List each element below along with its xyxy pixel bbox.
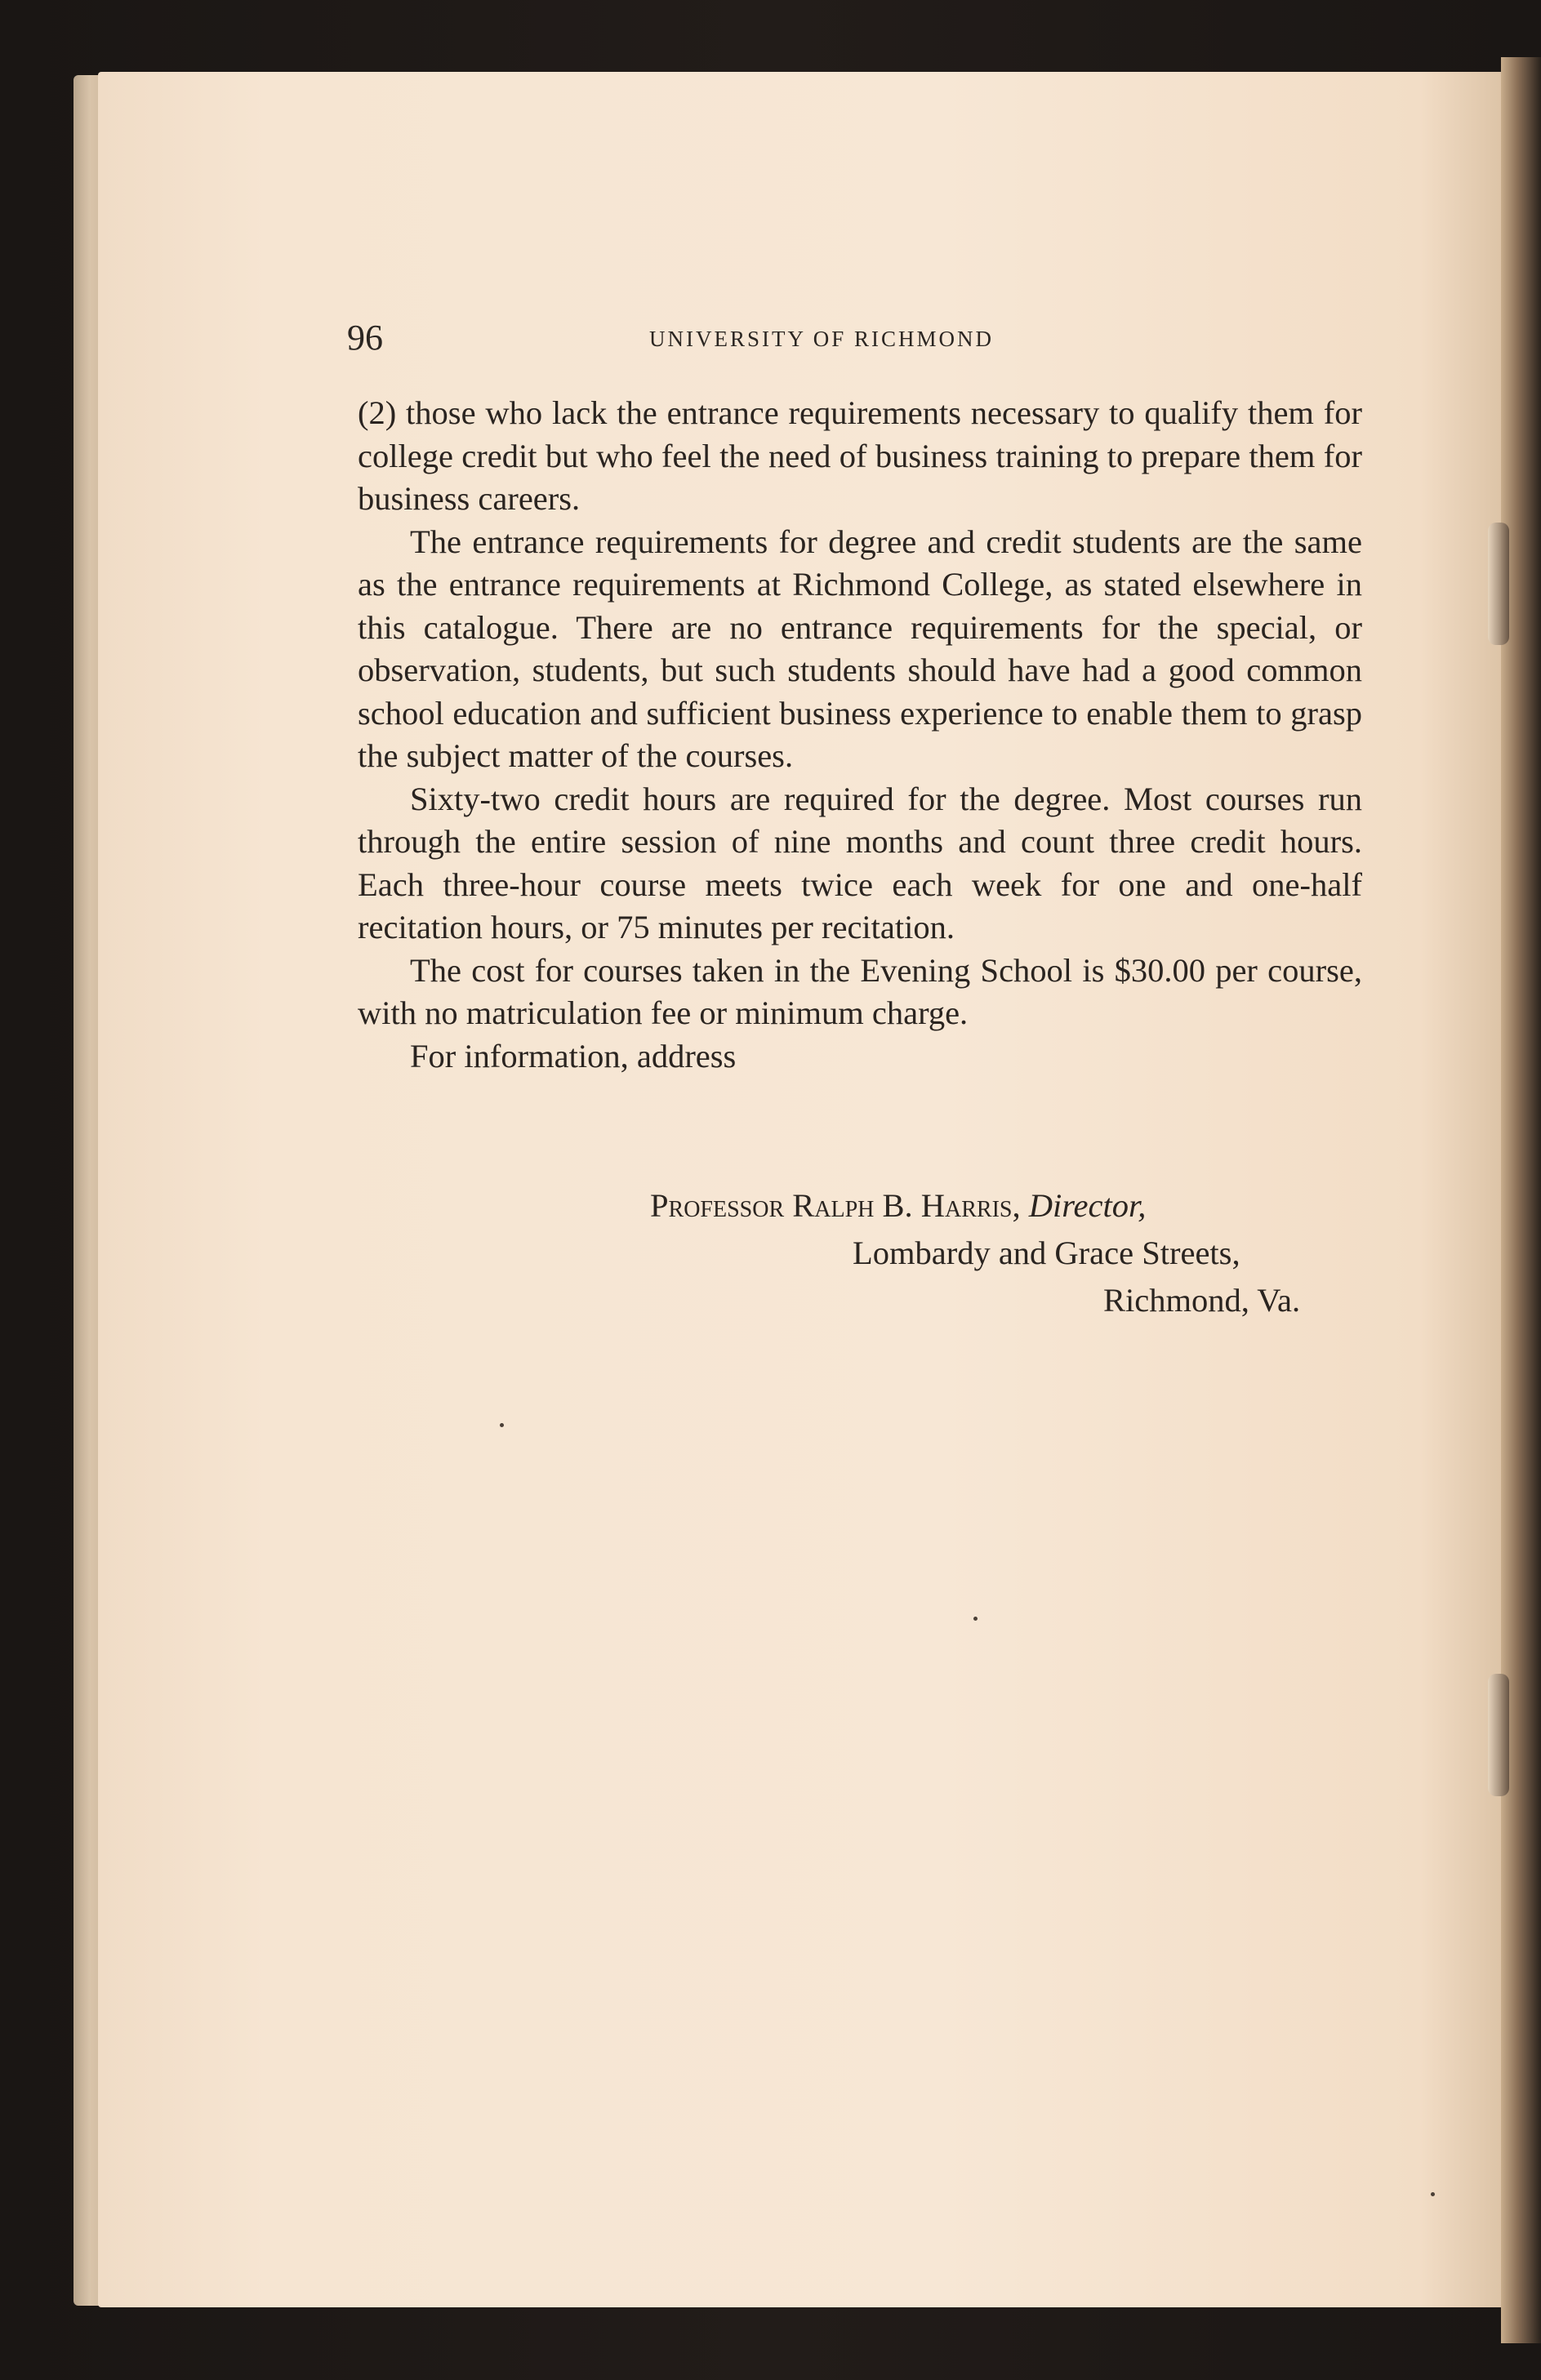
body-text [358, 392, 1362, 1078]
paragraph-cost: The cost for courses taken in the Evening School is $30.00 per course, with no matriculation fee or minimum charge. [358, 951, 1362, 1031]
paper-speck [500, 1423, 504, 1427]
staple-bottom [1488, 1674, 1509, 1796]
staple-top [1488, 523, 1509, 645]
paragraph-business-training: (2) those who lack the entrance requirements necessary to qualify them for college credit but who feel the need of business training to prepare them for business careers. [358, 394, 1362, 517]
running-head-title: UNIVERSITY OF RICHMOND [649, 327, 995, 351]
book-binding [1501, 57, 1541, 2343]
address-street: Lombardy and Grace Streets, [853, 1234, 1240, 1271]
address-role: Director, [1028, 1187, 1147, 1224]
address-block [358, 1182, 1321, 1324]
address-city: Richmond, Va. [1103, 1282, 1301, 1319]
paper-speck [1431, 2192, 1435, 2196]
paragraph-credit-hours: Sixty-two credit hours are required for the degree. Most courses run through the entire session of nine months and count three credit hours. Each three-hour course meets twice each week for one and one-half recitation hours, or 75 minutes per recitation. [358, 780, 1362, 945]
paragraph-information: For information, address [410, 1037, 737, 1074]
running-head [347, 310, 1368, 367]
address-name-line [358, 1182, 1321, 1230]
paper-speck [973, 1617, 978, 1621]
paragraph-entrance-requirements: The entrance requirements for degree and credit students are the same as the entrance requirements at Richmond College, as stated elsewhere in this catalogue. There are no entrance requirements for the special, or observation, students, but such students should have had a good common school education and sufficient business experience to enable them to grasp the subject matter of the courses. [358, 523, 1362, 774]
page-number: 96 [347, 318, 383, 358]
address-name: Professor Ralph B. Harris, [650, 1187, 1021, 1224]
